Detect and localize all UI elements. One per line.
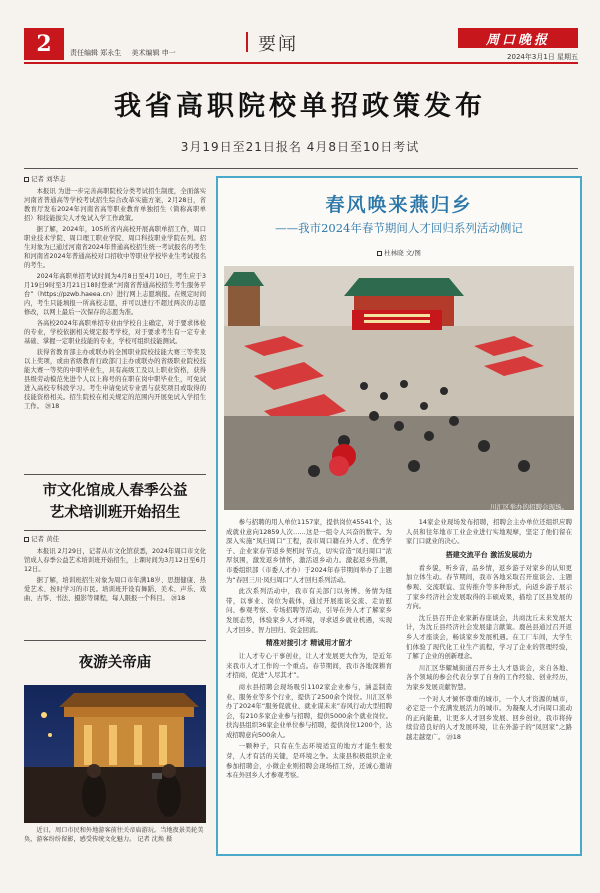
story3-title: 夜游关帝庙 [78,654,152,671]
story3-caption: 近日，周口市民和外地游客前往关帝庙游玩。当地夜景美轮美奂，游客纷纷留影，感受传统文化魅力。 记者 沈焕 摄 [24,827,204,843]
story2-title: 市文化馆成人春季公益 艺术培训班开始招生 [42,482,188,521]
feature-subtitle: ——我市2024年春节期间人才回归系列活动侧记 [275,221,523,235]
byline: 记者 黄佳 [24,534,206,543]
divider [24,474,206,475]
feature-column-2: 14家企业现场发布招聘，招聘会主办单位还组织应聘人员和往年地市工业企业进行实地观摩，坚定了他们留在家门口就业的决心。 搭建交流平台 激活发展动力 看乡貌，听乡音，品乡情，返乡游子对家乡的认知更加立体生动。春节期间，我市各地采取召开座谈会、主题参观、交流联谊、宣传推介等多种形式，向返乡游子展示了家乡经济社会发展取得的丰硕成果，描绘了区县发展的方向。 沈丘县召开企业家新春座谈会，共商沈丘未来发展大计，为沈丘县经济社会发展建言献策。鹿邑县通过召开返乡人才座谈会，畅谈家乡发展机遇。在工厂车间，大学生们体验了现代化工业生产流程，学习了企业的管理经验，了解了企业的创新理念。 川汇区华耀城街道召开乡土人才恳谈会，来自各地、各个领域的参会代表分享了自身的工作经验、创业经历，为家乡发展贡献智慧。 一个对人才倾怀尊重的城市，一个人才资源的城市，必定是一个充满发展活力的城市。为凝聚人才向周口流动的正向能量，让更多人才回乡发展、回乡创业，我市将持续营造良好的人才发展环境，让在外游子的“凤回家”之路越走越宽广。 ⑳18 [406,518,572,741]
feature-article [216,176,582,856]
top-rule [24,62,578,64]
lead-headline: 我省高职院校单招政策发布 [114,91,486,122]
job-fair-photo [224,266,574,510]
lead-article: 记者 刘华志 本报讯 为进一步完善高职院校分类考试招生制度，全面落实河南省普通高等学校考试招生综合改革实施方案，2月28日，省教育厅发布2024年河南省高等职业教育单独招生（简称高职单招）和技能拔尖人才免试入学工作政策。 据了解，2024年，105所省内高校开展高职单招工作，周口职业技术学院、周口理工职业学院、周口科技职业学院在列。招生对象为已通过河南省2024年普通高校招生统一考试报名的考生和河南省2024年普通高校对口招收中等职业学校毕业生考试报名的考生。 2024年高职单招考试时间为4月8日至4月10日，考生应于3月19日9时至3月21日18时登录“河南省普通高校招生考生服务平台”（https://pzwb.haeea.cn）进行网上志愿填报。在规定时间内，考生只能填报一所高校志愿，并可以进行不超过两次的志愿修改，以网上最后一次保存的志愿为准。 各高校2024年高职单招专业由学校自主确定，对于要求体检的专业，学校依据相关规定报考学校，对于要求考生有一定专业基础、掌握一定职业技能的专业，学校可组织技能测试。 获得省教育部主办或联办的全国职业院校技能大赛三等奖及以上奖项，或由省级教育行政部门主办或联办的省级职业院校技能大赛一等奖的中职毕业生，具有高级工及以上职业资格，获得县级劳动模范先进个人以上称号的在职在岗中职毕业生，可免试进入高校专科段学习。考生申请免试专业需与获奖项目或取得的技能资格相关。招生院校在相关规定的范围内开展免试入学招生工作。 ⑳18 [24,175,206,410]
story2-article: 记者 黄佳 本报讯 2月29日，记者从市文化馆获悉，2024年周口市文化馆成人春季公益艺术培训班开始招生，上课时间为3月12日至6月12日。 据了解，培训班招生对象为周口市年满18岁、思想健康、热爱艺术、按时学习的市民。培训班开设有舞蹈、美术、声乐、戏曲、古筝、书法、摄影等课程，每人限报一个科目。 ⑳18 [24,535,206,602]
editors: 责任编辑 郑永生 美术编辑 申一 [70,49,176,57]
byline: 杜林晓 文/图 [218,248,580,257]
page-number: 2 [24,28,64,60]
divider [24,168,578,169]
divider [24,640,206,641]
photo-caption: 川汇区举办的招聘会现场。 [490,503,568,511]
feature-title: 春风唤来燕归乡 [325,194,473,216]
masthead [0,0,600,61]
section-title: 要闻 [258,30,298,56]
byline: 记者 刘华志 [24,174,206,183]
newspaper-logo: 周口晚报 [458,28,578,48]
section-subtitle: 搭建交流平台 激活发展动力 [445,550,533,559]
divider [24,530,206,531]
section-subtitle: 精准对接引才 精诚用才留才 [265,639,353,648]
feature-column-1: 参与招聘的用人单位1157家，提供岗位45541个，达成就业意向12859人次……这是一组令人兴奋的数字。为深入实施“凤归周口”工程，我市周口籍在外人才、优秀学子、企业家春节返乡契机时节点，切实营造“凤归周口”浓厚氛围，激发返乡情怀，激活返乡动力。激起返乡热潮，市委组织部（市委人才办）于2024年春节期间举办了主题为“春回三川·凤归周口”人才回归系列活动。 此次系列活动中，我市有关部门以务博、务情为纽带，以事业、岗位为载体，通过开展座谈交流、走访慰问、参观考察、专场招聘等活动，引导在外人才了解家乡发展态势，体验家乡人才环境，寻求返乡就业机遇，实现人才回乡、智力回归、资金回流。 精准对接引才 精诚用才留才 让人才专心干事创业，让人才发展更大作为，是近年来我市人才工作的一个重点。春节期间，我市各地深耕育才招商，促进“人尽其才”。 商水县招聘会现场吸引1102家企业参与，涵盖制造业、服务业等多个行业，提供了2500余个岗位。川汇区举办了2024年“服务促就业、就业谋未来”春风行动大型招聘会，有210多家企业参与招聘，提供5000余个就业岗位。扶沟县组织36家企业单位参与招聘，提供岗位1200个，达成招聘意向500余人。 一颗种子，只有在生态环境适宜的地方才能生根发芽，人才有活的关键，是环境之争。太康县积极组织企业参加招聘会，小微企业则招聘会现场招工纷，还诚心邀请本在外回乡人才参观考察。 [226,518,392,780]
temple-night-photo [24,685,206,823]
issue-date: 2024年3月1日 星期五 [507,53,578,61]
lead-subhead: 3月19日至21日报名 4月8日至10日考试 [180,140,420,154]
